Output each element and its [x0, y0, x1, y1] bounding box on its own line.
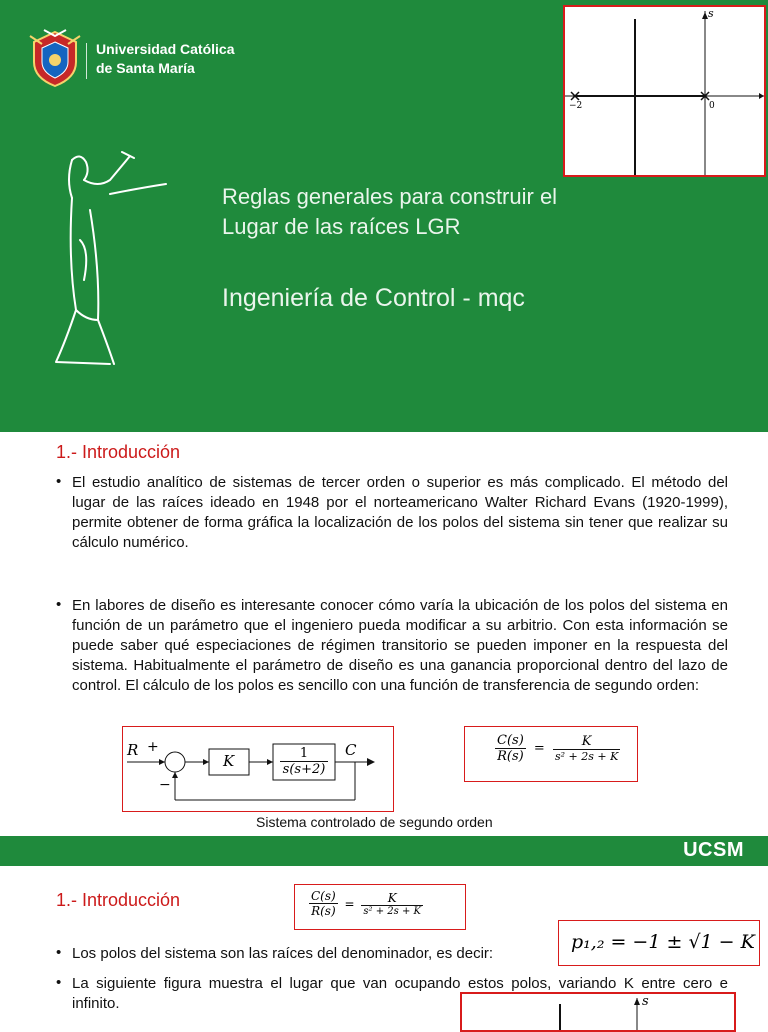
- slide3-tf-box: [294, 884, 466, 930]
- bullet-icon: •: [56, 974, 62, 991]
- university-line-1: Universidad Católica: [96, 41, 235, 57]
- ucsm-logo-text: UCSM: [683, 839, 744, 861]
- imag-axis-bottom-arrow-icon: [634, 998, 640, 1005]
- title-line-2: Lugar de las raíces LGR: [222, 214, 461, 239]
- plant-numerator: 1: [280, 746, 328, 762]
- root-locus-bottom-axes: [462, 994, 734, 1030]
- tf-rhs-num: K: [553, 734, 620, 750]
- slide2-heading: 1.- Introducción: [56, 442, 181, 462]
- slide3-heading: 1.- Introducción: [56, 890, 181, 910]
- crest-divider: [86, 43, 87, 79]
- tf3-rhs: [361, 891, 423, 917]
- tick-label-minus-2: −2: [569, 101, 583, 111]
- root-locus-plot-bottom: [460, 992, 736, 1032]
- tick-label-0: 0: [709, 101, 715, 111]
- praying-figure-icon: [50, 150, 175, 372]
- s-plane-label: s: [708, 7, 714, 20]
- s-plane-label-bottom: s: [642, 994, 649, 1009]
- footer-band: [0, 836, 768, 866]
- university-line-2: de Santa María: [96, 60, 195, 76]
- tf3-equals: =: [344, 896, 355, 911]
- university-crest-icon: [26, 28, 84, 90]
- diagram-caption: Sistema controlado de segundo orden: [256, 814, 493, 830]
- plant-transfer-function: [274, 746, 334, 777]
- tf3-rhs-den: s² + 2s + K: [363, 905, 421, 917]
- tf3-lhs-num: C(s): [311, 889, 336, 903]
- root-locus-axes: [565, 7, 764, 175]
- block-diagram: [122, 726, 394, 812]
- tf-lhs-num: C(s): [497, 733, 524, 748]
- real-axis-arrow-icon: [759, 93, 764, 99]
- input-R-label: R: [127, 741, 139, 759]
- slide3-bullet-2: La siguiente figura muestra el lugar que van ocupando estos polos, variando K entre cero e infinito.: [72, 975, 728, 1012]
- bullet-icon: •: [56, 944, 62, 961]
- slide3-bullet-1: Los polos del sistema son las raíces del denominador, es decir:: [72, 945, 494, 962]
- closed-loop-tf-box: [464, 726, 638, 782]
- presentation-subtitle: Ingeniería de Control - mqc: [222, 284, 525, 312]
- tf-rhs-den: s² + 2s + K: [554, 750, 619, 763]
- slide2-bullet-2: En labores de diseño es interesante conocer cómo varía la ubicación de los polos del sistema en función de un parámetro que el ingeniero pueda modificar a su arbitrio. Con esta información se puede saber qué especiaciones de régimen transitorio se pueden imponer en la respuesta del sistema. Habitualmente el parámetro de diseño es una ganancia proporcional dentro del lazo de control. El cálculo de los polos es sencillo con una función de transferencia de segundo orden:: [72, 597, 728, 694]
- sum-minus-label: −: [159, 777, 171, 793]
- tf3-lhs-den: R(s): [311, 904, 336, 918]
- title-line-1: Reglas generales para construir el: [222, 184, 558, 209]
- poles-equation-box: p₁,₂ = −1 ± √1 − K: [558, 920, 760, 966]
- slide2-bullet-1: El estudio analítico de sistemas de tercer orden o superior es más complicado. El método del lugar de las raíces ideado en 1948 por el norteamericano Walter Richard Evans (1920-1999), permite obtener de forma gráfica la localización de los polos del sistema sin tener que realizar su cálculo numérico.: [72, 474, 728, 551]
- sum-plus-label: +: [147, 739, 159, 755]
- output-C-label: C: [345, 741, 357, 759]
- tf-equals: =: [533, 741, 545, 756]
- presentation-title: [222, 182, 557, 242]
- root-locus-plot: [563, 5, 766, 177]
- tf3-lhs: [309, 889, 338, 918]
- gain-K-label: K: [223, 752, 235, 770]
- plant-denominator: s(s+2): [282, 762, 326, 777]
- tf-lhs-den: R(s): [497, 749, 524, 764]
- tf3-rhs-num: K: [361, 891, 423, 906]
- tf-rhs: [553, 734, 620, 763]
- bullet-icon: •: [56, 596, 62, 613]
- tf-lhs: [495, 733, 526, 764]
- university-name: [96, 40, 235, 78]
- block-diagram-wiring: [123, 727, 393, 811]
- bullet-icon: •: [56, 473, 62, 490]
